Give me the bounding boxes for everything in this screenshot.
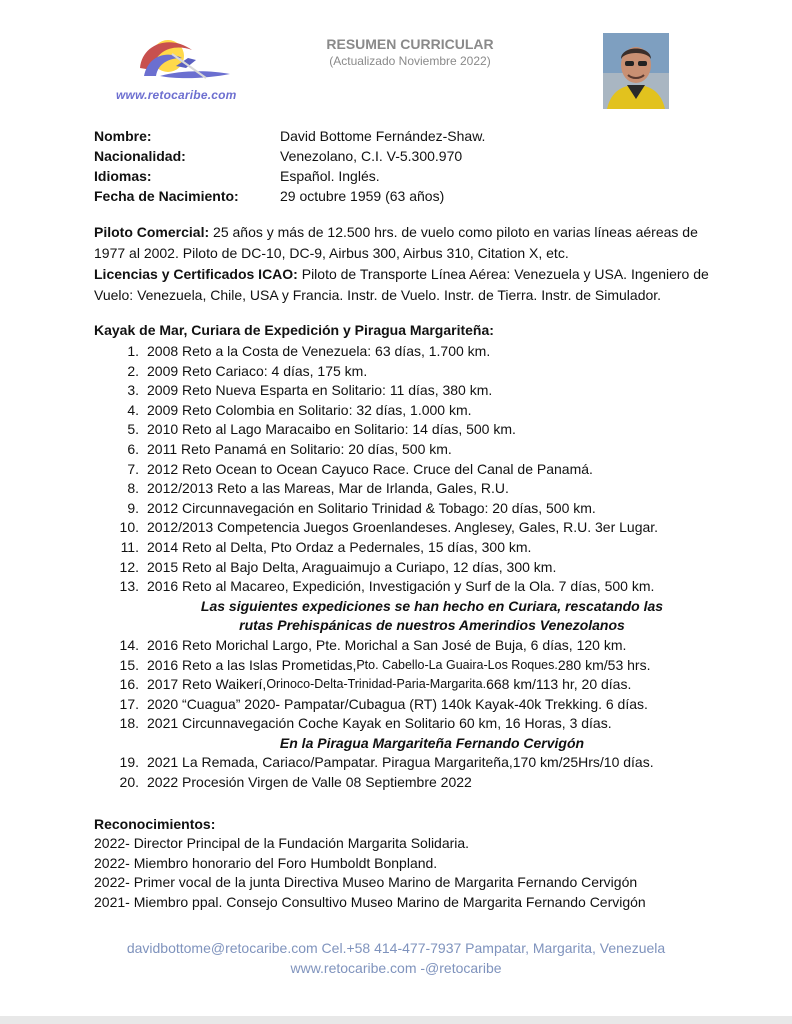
kayak-section-title: Kayak de Mar, Curiara de Expedición y Piragua Margariteña: bbox=[94, 322, 494, 338]
info-row-idiomas bbox=[94, 166, 734, 186]
piloto-paragraph bbox=[94, 222, 714, 264]
licencias-text: Piloto de Transporte Línea Aérea: Venezuela y USA. Ingeniero de Vuelo: Venezuela, Chile, USA y Francia. Instr. de Vuelo. Instr. de Tierra. Instr. de Simulador. bbox=[94, 266, 709, 303]
footer-website[interactable]: www.retocaribe.com -@retocaribe bbox=[290, 960, 502, 976]
document-subtitle: (Actualizado Noviembre 2022) bbox=[329, 54, 491, 68]
list-item: 12. 2015 Reto al Bajo Delta, Araguaimujo a Curiapo, 12 días, 300 km. bbox=[119, 558, 557, 575]
info-label: Fecha de Nacimiento: bbox=[94, 188, 239, 204]
profile-photo bbox=[603, 33, 669, 109]
curiara-subheading-line2: rutas Prehispánicas de nuestros Amerindios Venezolanos bbox=[239, 617, 625, 634]
list-item: 18. 2021 Circunnavegación Coche Kayak en Solitario 60 km, 16 Horas, 3 días. bbox=[119, 715, 612, 732]
list-item: 7. 2012 Reto Ocean to Ocean Cayuco Race. Cruce del Canal de Panamá. bbox=[127, 460, 593, 477]
info-value: Español. Inglés. bbox=[280, 168, 380, 184]
list-item: 20. 2022 Procesión Virgen de Valle 08 Septiembre 2022 bbox=[119, 774, 472, 791]
info-value: David Bottome Fernández-Shaw. bbox=[280, 128, 486, 144]
retocaribe-logo bbox=[110, 36, 260, 104]
info-value: Venezolano, C.I. V-5.300.970 bbox=[280, 148, 463, 164]
list-item: 11. 2014 Reto al Delta, Pto Ordaz a Pedernales, 15 días, 300 km. bbox=[120, 538, 532, 555]
info-row-fecha-nacimiento bbox=[94, 186, 734, 206]
licencias-paragraph bbox=[94, 264, 714, 306]
kayak-list bbox=[112, 342, 732, 793]
list-item: 2022- Director Principal de la Fundación Margarita Solidaria. bbox=[94, 835, 470, 851]
list-item: 16. 2017 Reto Waikerí, Orinoco-Delta-Trinidad-Paria-Margarita. 668 km/113 hr, 20 días. bbox=[119, 676, 632, 693]
list-item: 2022- Primer vocal de la junta Directiva Museo Marino de Margarita Fernando Cervigón bbox=[94, 874, 638, 891]
list-item: 2022- Miembro honorario del Foro Humboldt Bonpland. bbox=[94, 854, 438, 871]
list-item: 2021- Miembro ppal. Consejo Consultivo Museo Marino de Margarita Fernando Cervigón bbox=[94, 893, 646, 910]
piloto-label: Piloto Comercial: bbox=[94, 224, 210, 240]
licencias-label: Licencias y Certificados ICAO: bbox=[94, 266, 298, 282]
list-item: 14. 2016 Reto Morichal Largo, Pte. Morichal a San José de Buja, 6 días, 120 km. bbox=[119, 636, 627, 653]
list-item: 1. 2008 Reto a la Costa de Venezuela: 63 días, 1.700 km. bbox=[127, 343, 491, 359]
curiara-subheading-line1: Las siguientes expediciones se han hecho en Curiara, rescatando las bbox=[200, 597, 664, 614]
page-edge bbox=[0, 1016, 792, 1024]
list-item: 4. 2009 Reto Colombia en Solitario: 32 días, 1.000 km. bbox=[127, 401, 472, 418]
kayak-logo-icon bbox=[130, 36, 240, 88]
list-item: 10. 2012/2013 Competencia Juegos Groenlandeses. Anglesey, Gales, R.U. 3er Lugar. bbox=[119, 519, 659, 536]
list-item: 8. 2012/2013 Reto a las Mareas, Mar de Irlanda, Gales, R.U. bbox=[127, 480, 509, 497]
piloto-text: 25 años y más de 12.500 hrs. de vuelo como piloto en varias líneas aéreas de 1977 al 2002. Piloto de DC-10, DC-9, Airbus 300, Airbus 310, Citation X, etc. bbox=[94, 224, 698, 261]
footer-contact[interactable]: davidbottome@retocaribe.com Cel.+58 414-477-7937 Pampatar, Margarita, Venezuela bbox=[126, 940, 666, 956]
list-item: 3. 2009 Reto Nueva Esparta en Solitario: 11 días, 380 km. bbox=[127, 382, 493, 399]
reconocimientos-title: Reconocimientos: bbox=[94, 816, 216, 832]
reconocimientos-list bbox=[94, 834, 646, 912]
info-label: Idiomas: bbox=[94, 168, 152, 184]
piragua-subheading: En la Piragua Margariteña Fernando Cervigón bbox=[279, 734, 585, 751]
list-item: 13. 2016 Reto al Macareo, Expedición, Investigación y Surf de la Ola. 7 días, 500 km. bbox=[119, 578, 655, 595]
info-label: Nacionalidad: bbox=[94, 148, 186, 164]
list-item: 5. 2010 Reto al Lago Maracaibo en Solitario: 14 días, 500 km. bbox=[127, 421, 516, 438]
list-item: 6. 2011 Reto Panamá en Solitario: 20 días, 500 km. bbox=[127, 440, 452, 457]
info-value: 29 octubre 1959 (63 años) bbox=[280, 188, 445, 204]
list-item: 9. 2012 Circunnavegación en Solitario Trinidad & Tobago: 20 días, 500 km. bbox=[127, 499, 596, 516]
logo-url: www.retocaribe.com bbox=[116, 88, 237, 102]
list-item: 17. 2020 “Cuagua” 2020- Pampatar/Cubagua (RT) 140k Kayak-40k Trekking. 6 días. bbox=[119, 695, 648, 712]
personal-info bbox=[94, 126, 734, 206]
list-item: 19. 2021 La Remada, Cariaco/Pampatar. Piragua Margariteña,170 km/25Hrs/10 días. bbox=[119, 754, 654, 771]
document-title: RESUMEN CURRICULAR bbox=[326, 36, 494, 52]
info-row-nombre bbox=[94, 126, 734, 146]
info-label: Nombre: bbox=[94, 128, 152, 144]
list-item: 2. 2009 Reto Cariaco: 4 días, 175 km. bbox=[127, 362, 368, 379]
info-row-nacionalidad bbox=[94, 146, 734, 166]
list-item: 15. 2016 Reto a las Islas Prometidas, Pto. Cabello-La Guaira-Los Roques. 280 km/53 hrs. bbox=[119, 656, 651, 673]
